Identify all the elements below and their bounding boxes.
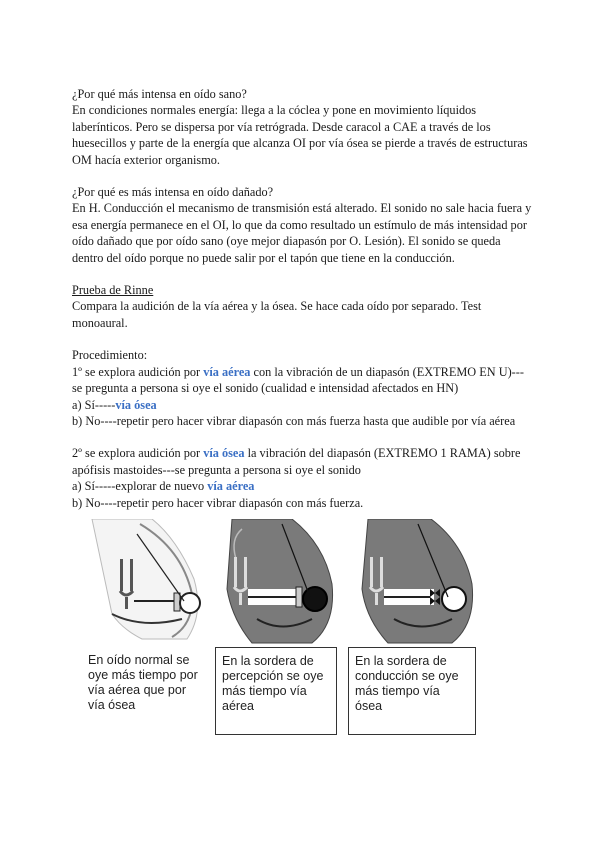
- step-1-yes: a) Sí-----vía ósea: [72, 397, 157, 412]
- highlight-via-aerea: vía aérea: [207, 479, 255, 494]
- highlight-via-aerea: vía aérea: [203, 364, 251, 379]
- caption-normal-ear: En oído normal se oye más tiempo por vía aérea que por vía ósea: [88, 653, 198, 712]
- rinne-figure: [82, 519, 478, 737]
- rinne-heading: Prueba de Rinne: [72, 283, 154, 298]
- step-2-yes: a) Sí-----explorar de nuevo vía aérea: [72, 479, 255, 494]
- highlight-via-osea: vía ósea: [115, 397, 157, 412]
- question-2-title: ¿Por qué es más intensa en oído dañado?: [72, 185, 274, 200]
- highlight-via-osea: vía ósea: [203, 446, 245, 461]
- step-2: 2º se explora audición por vía ósea la vibración del diapasón (EXTREMO 1 RAMA) sobre apófisis mastoides---se pregunta a persona si oye el sonido: [72, 446, 521, 477]
- conductive-hearing-loss-illustration: [346, 519, 478, 645]
- rinne-description: Compara la audición de la vía aérea y la ósea. Se hace cada oído por separado. Test monoaural.: [72, 299, 482, 330]
- caption-conductive-loss: En la sordera de conducción se oye más tiempo vía ósea: [348, 647, 476, 735]
- step-1-no: b) No----repetir pero hacer vibrar diapasón con más fuerza hasta que audible por vía aérea: [72, 413, 516, 428]
- caption-perceptive-loss: En la sordera de percepción se oye más tiempo vía aérea: [215, 647, 337, 735]
- step-2-no: b) No----repetir pero hacer vibrar diapasón con más fuerza.: [72, 495, 364, 510]
- perceptive-hearing-loss-illustration: [212, 519, 338, 645]
- question-1-title: ¿Por qué más intensa en oído sano?: [72, 87, 247, 101]
- question-1-body: En condiciones normales energía: llega a la cóclea y pone en movimiento líquidos laberínticos. Pero se dispersa por vía retrógrada. Desde caracol a CAE a través de los huesecillos y parte de la energía que alcanza OI por vía ósea se pierde a través de estructuras OM hacía exterior organismo.: [72, 103, 528, 167]
- normal-ear-illustration: [82, 519, 208, 645]
- procedure-title: Procedimiento:: [72, 348, 148, 363]
- step-1: 1º se explora audición por vía aérea con la vibración de un diapasón (EXTREMO EN U)---se pregunta a persona si oye el sonido (cualidad e intensidad afectados en HN): [72, 364, 524, 396]
- question-2-body: En H. Conducción el mecanismo de transmisión está alterado. El sonido no sale hacia fuera y esa energía permanece en el OI, lo que da como resultado un estímulo de más intensidad por oído dañado que por oído sano (oye mejor diapasón por O. Lesión). El sonido se queda dentro del oído porque no puede salir por el tapón que tiene en la conducción.: [72, 201, 532, 265]
- document-page: [72, 86, 532, 511]
